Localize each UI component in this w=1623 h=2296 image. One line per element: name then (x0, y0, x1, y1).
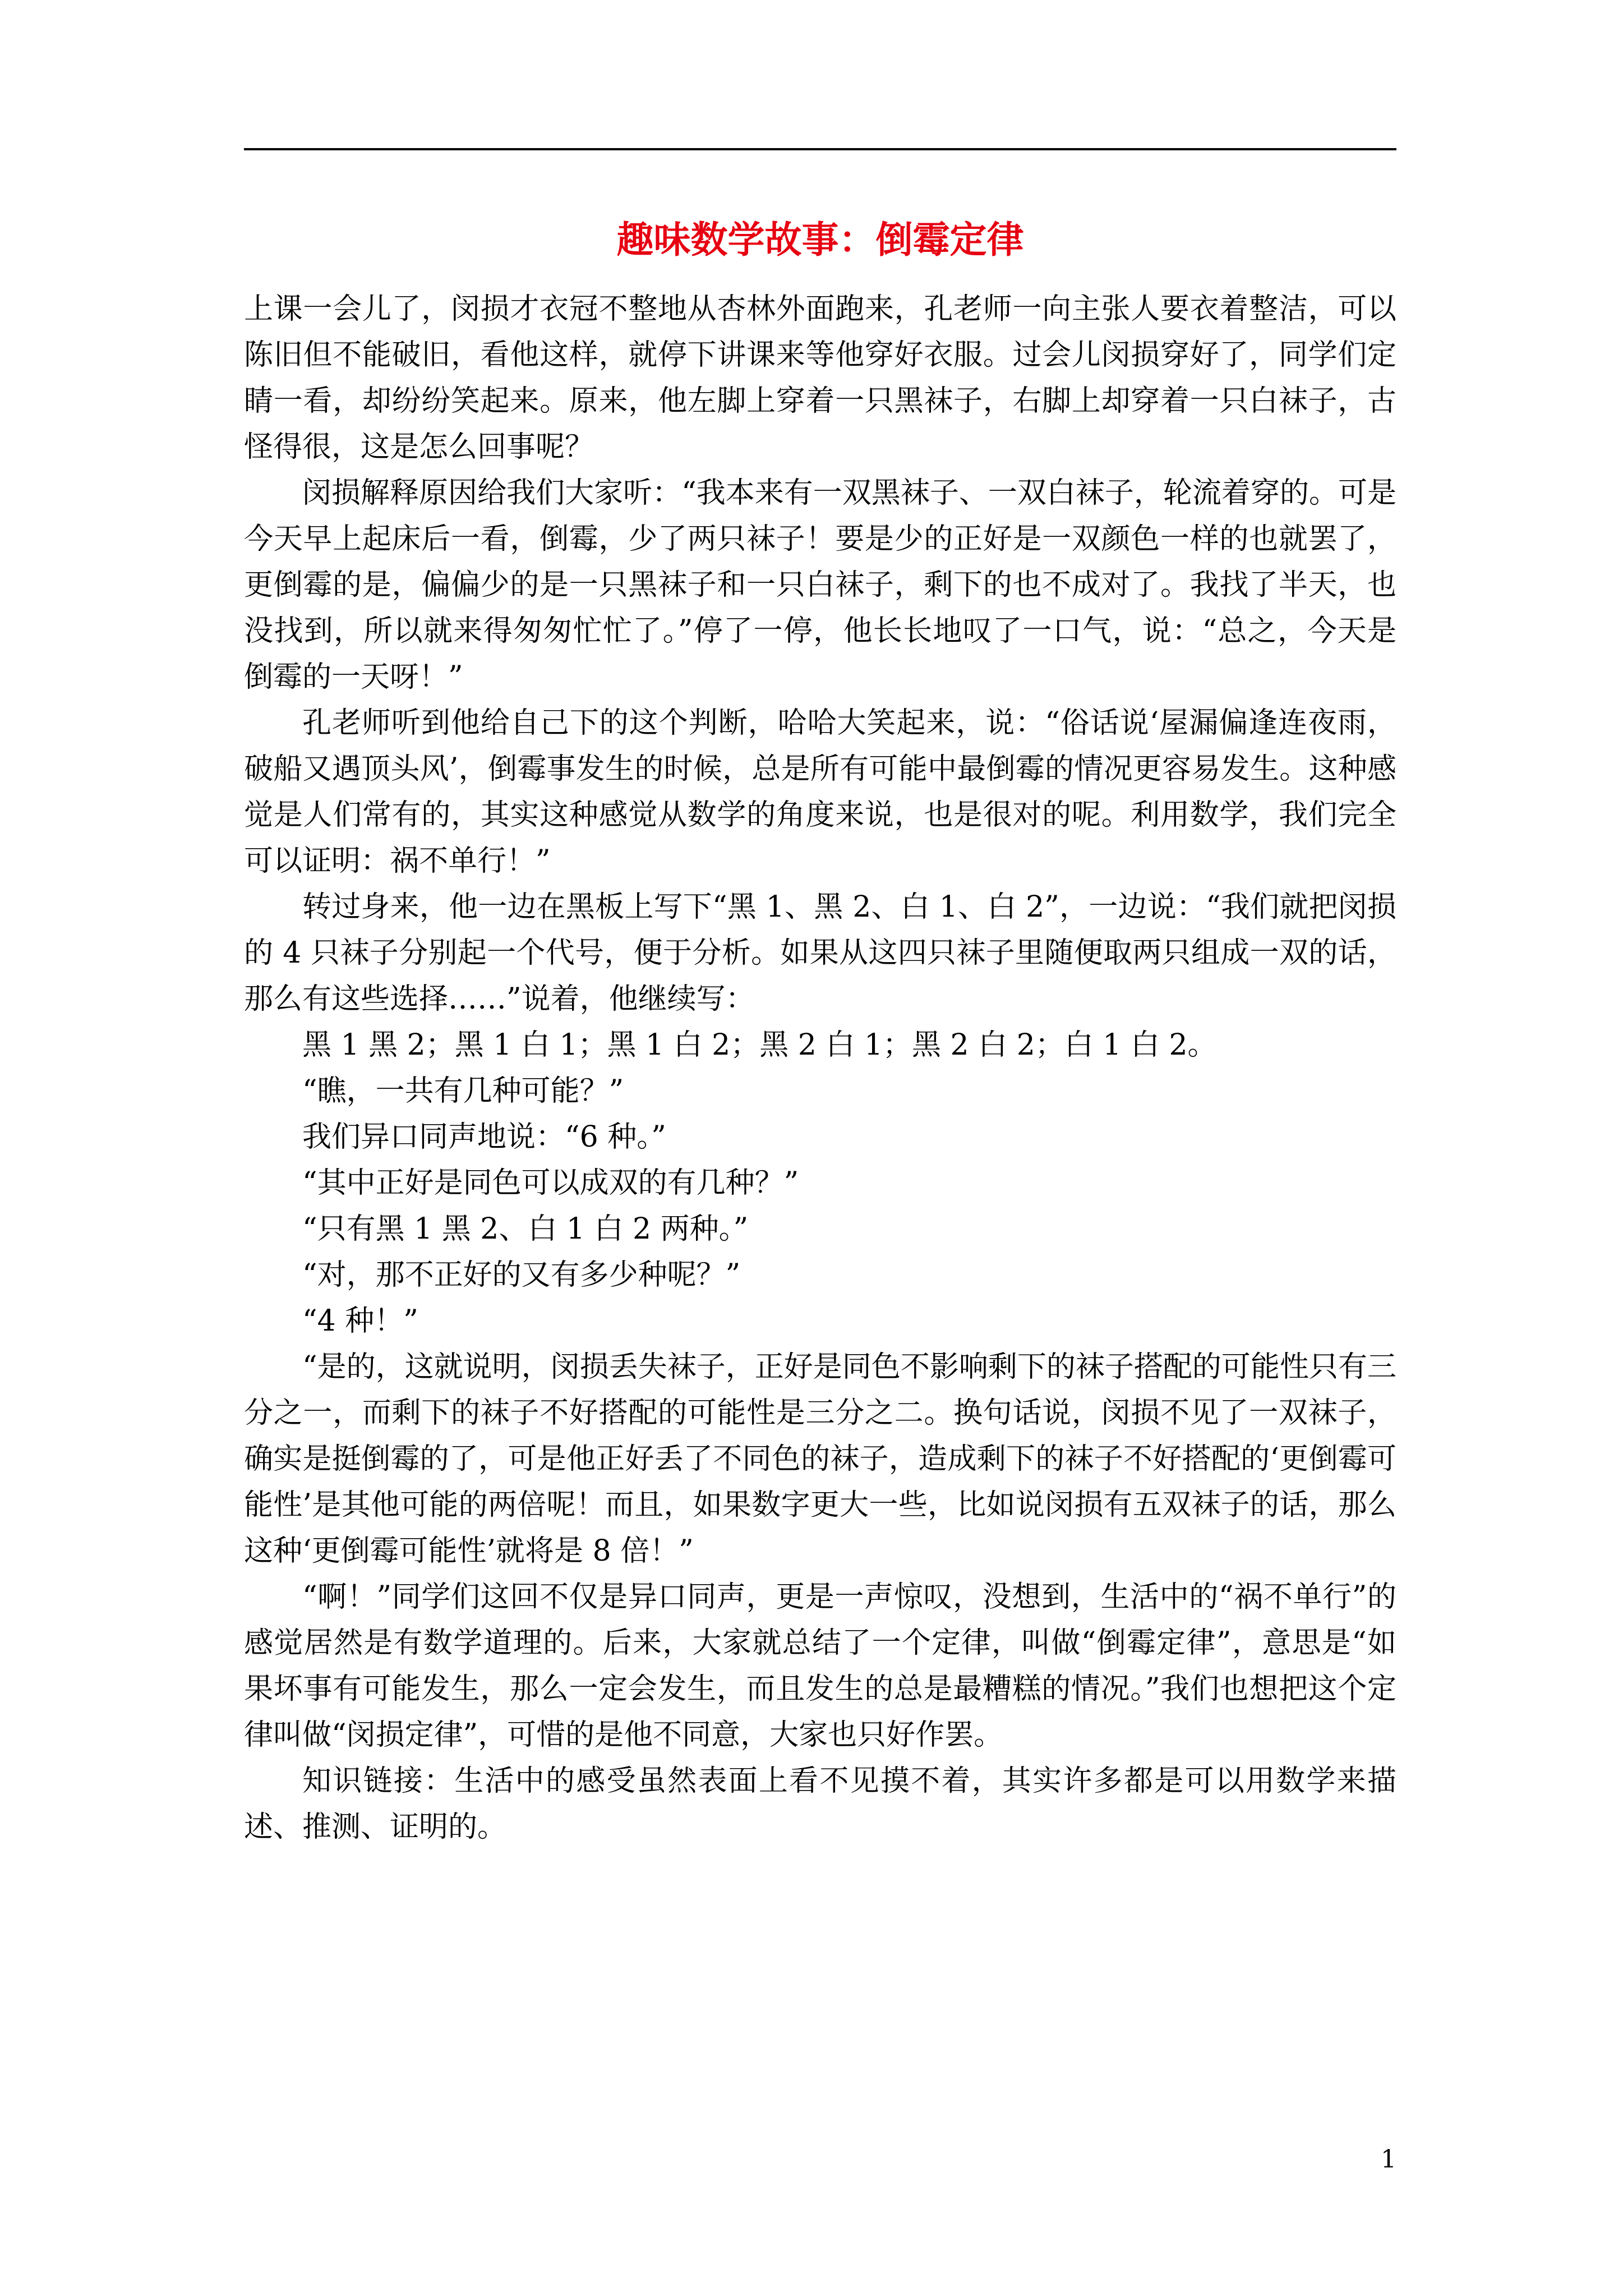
paragraph: “瞧，一共有几种可能？” (302, 1074, 624, 1108)
paragraph: 闵损解释原因给我们大家听：“我本来有一双黑袜子、一双白袜子，轮流着穿的。可是今天早上起床后一看，倒霉，少了两只袜子！要是少的正好是一双颜色一样的也就罢了，更倒霉的是，偏偏少的是一只黑袜子和一只白袜子，剩下的也不成对了。我找了半天，也没找到，所以就来得匆匆忙忙了。”停了一停，他长长地叹了一口气，说：“总之，今天是倒霉的一天呀！” (244, 476, 1396, 694)
document-body (244, 286, 1396, 1850)
paragraph: 孔老师听到他给自己下的这个判断，哈哈大笑起来，说：“俗话说‘屋漏偏逢连夜雨，破船又遇顶头风’，倒霉事发生的时候，总是所有可能中最倒霉的情况更容易发生。这种感觉是人们常有的，其实这种感觉从数学的角度来说，也是很对的呢。利用数学，我们完全可以证明：祸不单行！” (244, 706, 1396, 878)
paragraph: 知识链接：生活中的感受虽然表面上看不见摸不着，其实许多都是可以用数学来描述、推测、证明的。 (244, 1764, 1396, 1844)
paragraph: “4 种！” (302, 1304, 418, 1338)
paragraph: “啊！”同学们这回不仅是异口同声，更是一声惊叹，没想到，生活中的“祸不单行”的感觉居然是有数学道理的。后来，大家就总结了一个定律，叫做“倒霉定律”，意思是“如果坏事有可能发生，那么一定会发生，而且发生的总是最糟糕的情况。”我们也想把这个定律叫做“闵损定律”，可惜的是他不同意，大家也只好作罢。 (244, 1580, 1396, 1752)
paragraph: “只有黑 1 黑 2、白 1 白 2 两种。” (302, 1212, 749, 1246)
paragraph: “对，那不正好的又有多少种呢？” (302, 1258, 741, 1292)
paragraph: 上课一会儿了，闵损才衣冠不整地从杏林外面跑来，孔老师一向主张人要衣着整洁，可以陈旧但不能破旧，看他这样，就停下讲课来等他穿好衣服。过会儿闵损穿好了，同学们定睛一看，却纷纷笑起来。原来，他左脚上穿着一只黑袜子，右脚上却穿着一只白袜子，古怪得很，这是怎么回事呢？ (244, 292, 1396, 464)
header-rule (244, 148, 1396, 150)
paragraph: 黑 1 黑 2；黑 1 白 1；黑 1 白 2；黑 2 白 1；黑 2 白 2；白 1 白 2。 (302, 1028, 1217, 1062)
paragraph: 转过身来，他一边在黑板上写下“黑 1、黑 2、白 1、白 2”，一边说：“我们就把闵损的 4 只袜子分别起一个代号，便于分析。如果从这四只袜子里随便取两只组成一双的话，那么有这些选择……”说着，他继续写： (244, 890, 1396, 1016)
paragraph: 我们异口同声地说：“6 种。” (302, 1120, 666, 1154)
page-number: 1 (1381, 2145, 1396, 2174)
paragraph: “其中正好是同色可以成双的有几种？” (302, 1166, 799, 1200)
paragraph: “是的，这就说明，闵损丢失袜子，正好是同色不影响剩下的袜子搭配的可能性只有三分之一，而剩下的袜子不好搭配的可能性是三分之二。换句话说，闵损不见了一双袜子，确实是挺倒霉的了，可是他正好丢了不同色的袜子，造成剩下的袜子不好搭配的‘更倒霉可能性’是其他可能的两倍呢！而且，如果数字更大一些，比如说闵损有五双袜子的话，那么这种‘更倒霉可能性’就将是 8 倍！” (244, 1350, 1396, 1568)
document-title: 趣味数学故事：倒霉定律 (616, 218, 1024, 261)
